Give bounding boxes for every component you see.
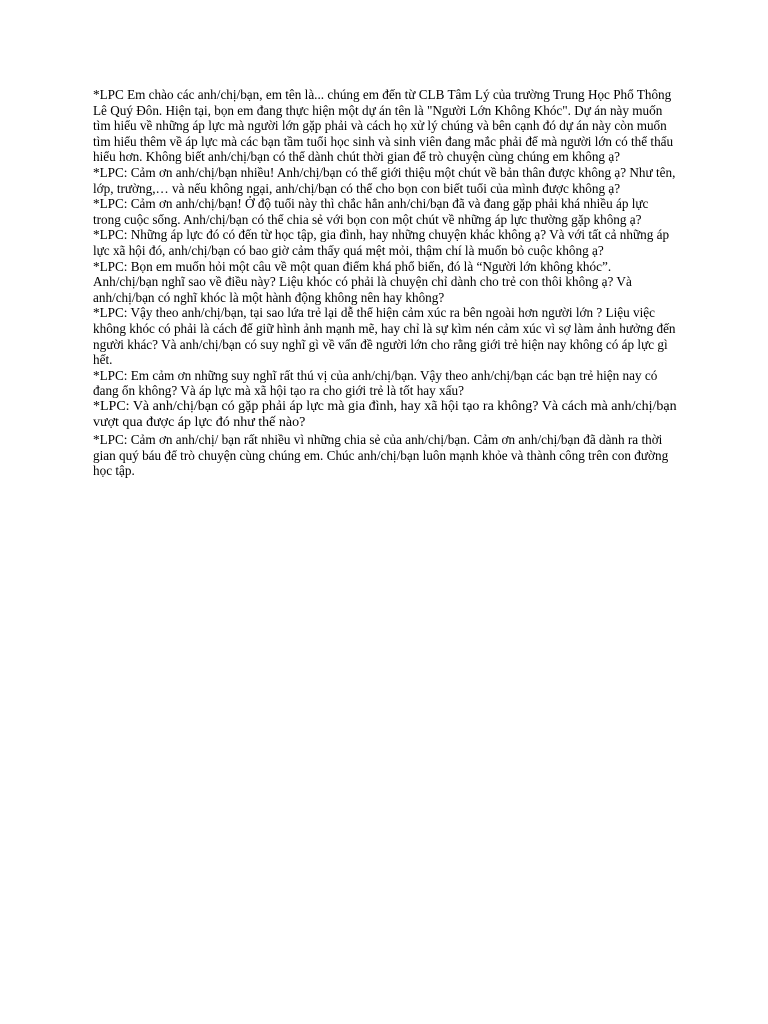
paragraph-question-youth: *LPC: Em cảm ơn những suy nghĩ rất thú vị của anh/chị/bạn. Vậy theo anh/chị/bạn các bạn trẻ hiện nay có đang ổn không? Và áp lực mà xã hội tạo ra cho giới trẻ là tốt hay xấu? — [93, 367, 658, 399]
paragraph-question-intro: *LPC: Cảm ơn anh/chị/bạn nhiều! Anh/chị/bạn có thể giới thiệu một chút về bản thân được không ạ? Như tên, lớp, trường,… và nếu không ngại, anh/chị/bạn có thể cho bọn con biết tuổi của mình được không ạ? — [93, 164, 676, 196]
paragraph-closing: *LPC: Cảm ơn anh/chị/ bạn rất nhiều vì những chia sẻ của anh/chị/bạn. Cảm ơn anh/chị/bạn đã dành ra thời gian quý báu để trò chuyện cùng chúng em. Chúc anh/chị/bạn luôn mạnh khỏe và thành công trên con đường học tập. — [93, 432, 669, 479]
paragraph-question-crying: *LPC: Bọn em muốn hỏi một câu về một quan điểm khá phổ biến, đó là “Người lớn không khóc”. Anh/chị/bạn nghĩ sao về điều này? Liệu khóc có phải là chuyện chỉ dành cho trẻ con thôi không ạ? Và anh/chị/bạn có nghĩ khóc là một hành động không nên hay không? — [93, 258, 632, 305]
document-body — [93, 87, 678, 479]
paragraph-intro: *LPC Em chào các anh/chị/bạn, em tên là... chúng em đến từ CLB Tâm Lý của trường Trung Học Phổ Thông Lê Quý Đôn. Hiện tại, bọn em đang thực hiện một dự án tên là "Người Lớn Không Khóc". Dự án này muốn tìm hiểu về những áp lực mà người lớn gặp phải và cách họ xử lý chúng và bên cạnh đó dự án này còn muốn tìm hiểu thêm về áp lực mà các bạn tầm tuổi học sinh và sinh viên đang mắc phải để mà người lớn có thể thấu hiểu hơn. Không biết anh/chị/bạn có thể dành chút thời gian để trò chuyện cùng chúng em không ạ? — [93, 87, 674, 165]
paragraph-question-pressures: *LPC: Cảm ơn anh/chị/bạn! Ở độ tuổi này thì chắc hẳn anh/chi/bạn đã và đang gặp phải khá nhiều áp lực trong cuộc sống. Anh/chị/bạn có thể chia sẻ với bọn con một chút về những áp lực thường gặp không ạ? — [93, 196, 649, 227]
paragraph-question-emotions: *LPC: Vậy theo anh/chị/bạn, tại sao lứa trẻ lại dễ thể hiện cảm xúc ra bên ngoài hơn người lớn ? Liệu việc không khóc có phải là cách để giữ hình ảnh mạnh mẽ, hay chỉ là sự kìm nén cảm xúc vì sợ làm ảnh hưởng đến người khác? Và anh/chị/bạn có suy nghĩ gì về vấn đề người lớn cho rằng giới trẻ hiện nay không có áp lực gì hết. — [93, 305, 676, 368]
paragraph-question-overcome: *LPC: Và anh/chị/bạn có gặp phải áp lực mà gia đình, hay xã hội tạo ra không? Và cách mà anh/chị/bạn vượt qua được áp lực đó như thế nào? — [93, 398, 677, 431]
paragraph-question-sources: *LPC: Những áp lực đó có đến từ học tập, gia đình, hay những chuyện khác không ạ? Và với tất cả những áp lực xã hội đó, anh/chị/bạn có bao giờ cảm thấy quá mệt mỏi, thậm chí là muốn bỏ cuộc không ạ? — [93, 227, 670, 258]
